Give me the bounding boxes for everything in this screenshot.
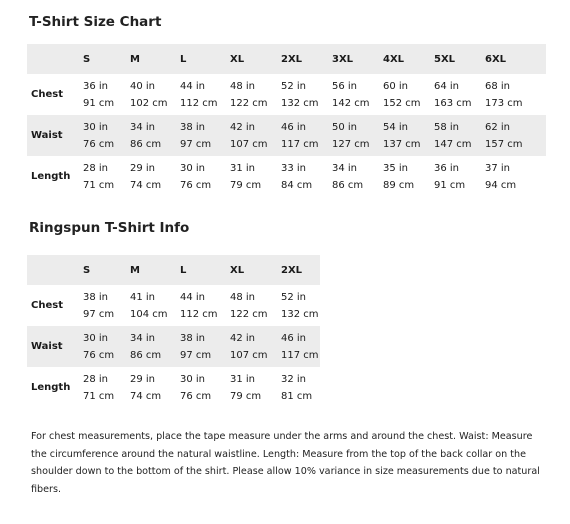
value-centimeters: 97 cm <box>180 138 212 150</box>
measurement-cell <box>281 74 332 115</box>
value-centimeters: 122 cm <box>230 97 268 109</box>
value-centimeters: 152 cm <box>383 97 421 109</box>
value-centimeters: 86 cm <box>130 138 162 150</box>
measurement-cell <box>130 156 180 197</box>
value-centimeters: 84 cm <box>281 179 313 191</box>
measurement-row-length <box>27 367 320 408</box>
size-header: 6XL <box>485 44 546 74</box>
size-header: 5XL <box>434 44 485 74</box>
measurement-cell <box>383 74 434 115</box>
value-inches: 31 in <box>230 162 256 174</box>
size-header: 3XL <box>332 44 383 74</box>
value-inches: 34 in <box>130 121 156 133</box>
measurement-cell <box>230 326 281 367</box>
measurement-label: Chest <box>31 89 63 100</box>
value-inches: 38 in <box>180 332 206 344</box>
value-centimeters: 102 cm <box>130 97 168 109</box>
measurement-cell <box>332 156 383 197</box>
value-centimeters: 147 cm <box>434 138 472 150</box>
measurement-cell <box>434 115 485 156</box>
size-header: L <box>180 44 230 74</box>
value-inches: 48 in <box>230 291 256 303</box>
value-inches: 33 in <box>281 162 307 174</box>
measurement-cell <box>83 326 130 367</box>
value-centimeters: 76 cm <box>180 390 212 402</box>
measurement-cell <box>281 156 332 197</box>
ringspun-chart-table <box>27 255 320 408</box>
measurement-cell <box>281 326 320 367</box>
measurement-cell <box>230 115 281 156</box>
corner-cell <box>27 44 83 74</box>
value-centimeters: 79 cm <box>230 179 262 191</box>
value-centimeters: 112 cm <box>180 308 218 320</box>
value-inches: 30 in <box>180 162 206 174</box>
value-centimeters: 107 cm <box>230 138 268 150</box>
size-header: XL <box>230 44 281 74</box>
size-header: XL <box>230 255 281 285</box>
value-inches: 29 in <box>130 162 156 174</box>
measurement-cell <box>281 285 320 326</box>
value-centimeters: 91 cm <box>83 97 115 109</box>
size-header: L <box>180 255 230 285</box>
measurement-cell <box>434 156 485 197</box>
corner-cell <box>27 255 83 285</box>
measurement-cell <box>83 285 130 326</box>
measurement-cell <box>180 367 230 408</box>
measurement-cell <box>383 115 434 156</box>
measurement-cell <box>383 156 434 197</box>
value-inches: 56 in <box>332 80 358 92</box>
value-centimeters: 71 cm <box>83 390 115 402</box>
measurement-label: Chest <box>31 300 63 311</box>
ringspun-chart-title: Ringspun T-Shirt Info <box>29 220 190 236</box>
value-inches: 36 in <box>83 80 109 92</box>
value-centimeters: 173 cm <box>485 97 523 109</box>
value-inches: 68 in <box>485 80 511 92</box>
measurement-cell <box>281 367 320 408</box>
size-header: 4XL <box>383 44 434 74</box>
size-header: S <box>83 44 130 74</box>
size-header: S <box>83 255 130 285</box>
value-centimeters: 104 cm <box>130 308 168 320</box>
measurement-cell <box>485 156 546 197</box>
size-header: M <box>130 44 180 74</box>
measurement-cell <box>180 326 230 367</box>
measurement-cell <box>83 74 130 115</box>
measurement-label: Length <box>31 382 71 393</box>
value-centimeters: 97 cm <box>180 349 212 361</box>
value-inches: 60 in <box>383 80 409 92</box>
measurement-cell <box>180 74 230 115</box>
value-inches: 46 in <box>281 121 307 133</box>
value-inches: 36 in <box>434 162 460 174</box>
value-centimeters: 132 cm <box>281 308 319 320</box>
measurement-cell <box>230 156 281 197</box>
value-inches: 30 in <box>83 121 109 133</box>
value-inches: 30 in <box>83 332 109 344</box>
measurement-cell <box>130 115 180 156</box>
value-inches: 52 in <box>281 80 307 92</box>
measurement-label: Length <box>31 171 71 182</box>
value-inches: 30 in <box>180 373 206 385</box>
value-inches: 50 in <box>332 121 358 133</box>
measurement-cell <box>83 367 130 408</box>
value-centimeters: 132 cm <box>281 97 319 109</box>
measurement-row-waist <box>27 326 320 367</box>
value-inches: 62 in <box>485 121 511 133</box>
measurement-cell <box>434 74 485 115</box>
measurement-cell <box>281 115 332 156</box>
size-header: 2XL <box>281 255 320 285</box>
measurement-cell <box>83 115 130 156</box>
value-inches: 46 in <box>281 332 307 344</box>
value-inches: 29 in <box>130 373 156 385</box>
measurement-cell <box>180 156 230 197</box>
value-centimeters: 76 cm <box>83 349 115 361</box>
size-header: 2XL <box>281 44 332 74</box>
value-inches: 38 in <box>83 291 109 303</box>
value-centimeters: 112 cm <box>180 97 218 109</box>
value-centimeters: 97 cm <box>83 308 115 320</box>
value-centimeters: 76 cm <box>180 179 212 191</box>
value-centimeters: 142 cm <box>332 97 370 109</box>
value-inches: 34 in <box>130 332 156 344</box>
value-centimeters: 107 cm <box>230 349 268 361</box>
value-centimeters: 137 cm <box>383 138 421 150</box>
value-centimeters: 117 cm <box>281 349 319 361</box>
value-inches: 64 in <box>434 80 460 92</box>
value-centimeters: 76 cm <box>83 138 115 150</box>
value-inches: 28 in <box>83 162 109 174</box>
value-inches: 52 in <box>281 291 307 303</box>
measurement-cell <box>485 74 546 115</box>
value-inches: 42 in <box>230 121 256 133</box>
value-inches: 54 in <box>383 121 409 133</box>
size-header-row <box>27 255 320 285</box>
measurement-cell <box>485 115 546 156</box>
measurement-cell <box>130 367 180 408</box>
measurement-cell <box>230 74 281 115</box>
value-centimeters: 86 cm <box>332 179 364 191</box>
value-inches: 40 in <box>130 80 156 92</box>
value-centimeters: 74 cm <box>130 390 162 402</box>
value-centimeters: 122 cm <box>230 308 268 320</box>
measurement-cell <box>130 326 180 367</box>
value-centimeters: 81 cm <box>281 390 313 402</box>
measurement-cell <box>230 285 281 326</box>
value-inches: 35 in <box>383 162 409 174</box>
size-chart-title: T-Shirt Size Chart <box>29 14 162 30</box>
value-inches: 41 in <box>130 291 156 303</box>
measurement-row-length <box>27 156 546 197</box>
measurement-row-waist <box>27 115 546 156</box>
value-centimeters: 71 cm <box>83 179 115 191</box>
value-centimeters: 79 cm <box>230 390 262 402</box>
value-inches: 37 in <box>485 162 511 174</box>
measurement-instructions: For chest measurements, place the tape measure under the arms and around the chest. Waist: Measure the circumference around the natural waistline. Length: Measure from the top of the back collar on the shoulder down to the bottom of the shirt. Please allow 10% variance in size measurements due to natural fibers. <box>31 431 540 495</box>
size-chart-table <box>27 44 546 197</box>
value-centimeters: 86 cm <box>130 349 162 361</box>
value-centimeters: 89 cm <box>383 179 415 191</box>
value-inches: 44 in <box>180 291 206 303</box>
measurement-cell <box>230 367 281 408</box>
value-centimeters: 157 cm <box>485 138 523 150</box>
measurement-row-chest <box>27 74 546 115</box>
value-inches: 34 in <box>332 162 358 174</box>
size-header: M <box>130 255 180 285</box>
measurement-cell <box>83 156 130 197</box>
value-inches: 48 in <box>230 80 256 92</box>
value-inches: 44 in <box>180 80 206 92</box>
measurement-row-chest <box>27 285 320 326</box>
value-inches: 28 in <box>83 373 109 385</box>
value-centimeters: 74 cm <box>130 179 162 191</box>
measurement-cell <box>180 115 230 156</box>
value-inches: 58 in <box>434 121 460 133</box>
value-inches: 38 in <box>180 121 206 133</box>
value-centimeters: 91 cm <box>434 179 466 191</box>
measurement-label: Waist <box>27 326 83 367</box>
value-centimeters: 163 cm <box>434 97 472 109</box>
value-centimeters: 117 cm <box>281 138 319 150</box>
value-centimeters: 127 cm <box>332 138 370 150</box>
value-inches: 42 in <box>230 332 256 344</box>
measurement-label: Waist <box>27 115 83 156</box>
measurement-cell <box>180 285 230 326</box>
measurement-cell <box>332 115 383 156</box>
value-inches: 32 in <box>281 373 307 385</box>
measurement-cell <box>130 285 180 326</box>
measurement-cell <box>130 74 180 115</box>
measurement-cell <box>332 74 383 115</box>
value-inches: 31 in <box>230 373 256 385</box>
size-header-row <box>27 44 546 74</box>
value-centimeters: 94 cm <box>485 179 517 191</box>
